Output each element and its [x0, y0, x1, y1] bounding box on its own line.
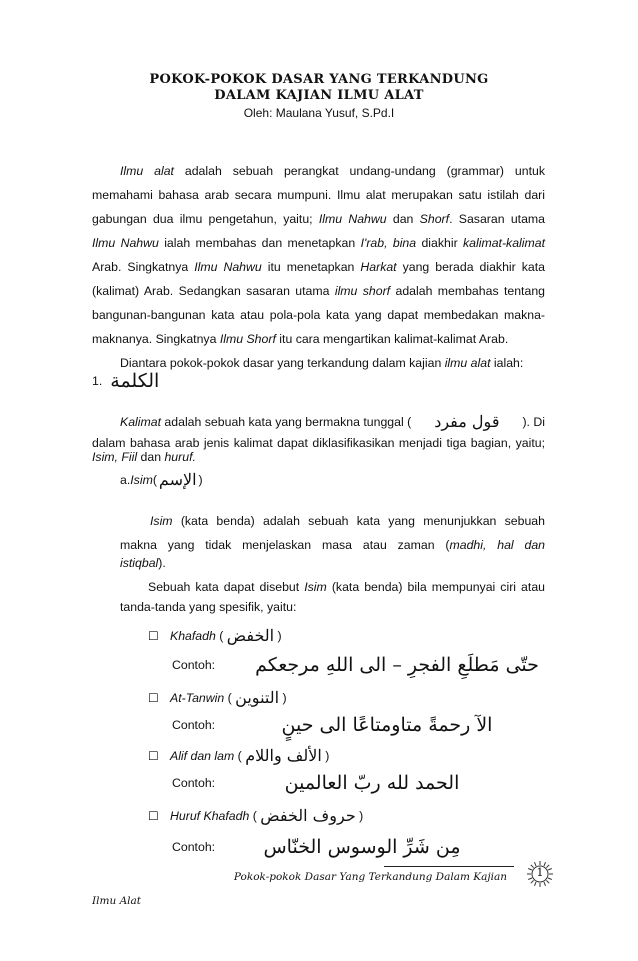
feature-tanwin: ☐ At-Tanwin ( التنوين ) [148, 688, 287, 707]
intro-line-9: Diantara pokok-pokok dasar yang terkandung dalam kajian ilmu alat ialah: [120, 356, 524, 370]
isim-heading: a. Isim ( الإسم ) [120, 470, 203, 489]
footer-running-title: Pokok-pokok Dasar Yang Terkandung Dalam Kajian [233, 871, 507, 883]
example-tanwin [172, 714, 532, 736]
author-line: Oleh: Maulana Yusuf, S.Pd.I [243, 106, 395, 120]
page-number-badge [526, 860, 554, 888]
document-title-line1: POKOK-POKOK DASAR YANG TERKANDUNG [149, 72, 489, 87]
intro-line-5: Arab. Singkatnya Ilmu Nahwu itu menetapkan Harkat yang berada diakhir kata [92, 260, 545, 274]
isim-line-1: Isim (kata benda) adalah sebuah kata yang menunjukkan sebuah [150, 514, 545, 528]
example-khafadh [172, 654, 552, 676]
example-arabic: الحمد لله ربّ العالمين [284, 772, 460, 794]
isim-line-5: tanda-tanda yang spesifik, yaitu: [120, 600, 297, 614]
feature-arabic: الألف واللام [245, 746, 322, 765]
example-huruf-khafadh [172, 836, 482, 858]
intro-line-3: gabungan dua ilmu pengetahun, yaitu; Ilmu Nahwu dan Shorf. Sasaran utama [92, 212, 545, 226]
footer-rule [384, 866, 514, 867]
feature-arabic: الخفض [226, 626, 275, 645]
intro-line-6: (kalimat) Arab. Sedangkan sasaran utama ilmu shorf adalah membahas tentang [92, 284, 545, 298]
arabic-al-ism: الإسم [158, 470, 197, 489]
checkbox-bullet-icon: ☐ [148, 808, 159, 823]
contoh-label: Contoh: [172, 776, 216, 790]
checkbox-bullet-icon: ☐ [148, 628, 159, 643]
page-number: 1 [536, 866, 544, 879]
isim-line-4: Sebuah kata dapat disebut Isim (kata benda) bila mempunyai ciri atau [148, 580, 545, 594]
document-title-line2: DALAM KAJIAN ILMU ALAT [214, 88, 424, 103]
section-number: 1. [92, 374, 103, 388]
section-1-heading [92, 368, 159, 394]
section-arabic-title: الكلمة [110, 370, 160, 392]
feature-alif-lam: ☐ Alif dan lam ( الألف واللام ) [148, 746, 330, 765]
contoh-label: Contoh: [172, 658, 216, 672]
example-arabic: حتّى مَطلَعِ الفجرِ – الى اللهِ مرجعكم [255, 654, 539, 676]
arabic-qaul-mufrad: قول مفرد [434, 412, 500, 431]
checkbox-bullet-icon: ☐ [148, 748, 159, 763]
isim-line-3: istiqbal). [120, 556, 166, 570]
footer-left-label: Ilmu Alat [92, 895, 141, 907]
feature-huruf-khafadh: ☐ Huruf Khafadh ( حروف الخفض ) [148, 806, 364, 825]
kalimat-line-2: dalam bahasa arab jenis kalimat dapat diklasifikasikan menjadi tiga bagian, yaitu; [92, 436, 545, 450]
intro-line-4: Ilmu Nahwu ialah membahas dan menetapkan I'rab, bina diakhir kalimat-kalimat [92, 236, 546, 250]
example-arabic: الآ رحمةً متاومتاعًا الى حينٍ [281, 714, 493, 736]
intro-line-1: Ilmu alat adalah sebuah perangkat undang-undang (grammar) untuk [120, 164, 545, 178]
example-alif-lam [172, 772, 502, 794]
kalimat-line-3: Isim, Fiil dan huruf. [92, 450, 196, 464]
isim-line-2: makna yang tidak menjelaskan masa atau zaman (madhi, hal dan [120, 538, 545, 552]
intro-line-2: memahami bahasa arab secara mumpuni. Ilmu alat merupakan satu istilah dari [92, 188, 545, 202]
intro-line-8: maknanya. Singkatnya Ilmu Shorf itu cara mengartikan kalimat-kalimat Arab. [92, 332, 509, 346]
feature-arabic: التنوين [235, 688, 280, 707]
kalimat-line-1: Kalimat adalah sebuah kata yang bermakna tunggal ( قول مفرد ). Di [120, 412, 545, 431]
intro-line-7: bangunan-bangunan kata atau pola-pola kata yang dapat membedakan makna- [92, 308, 545, 322]
example-arabic: مِن شَرِّ الوسوس الخنّاس [263, 836, 461, 858]
feature-khafadh: ☐ Khafadh ( الخفض ) [148, 626, 282, 645]
contoh-label: Contoh: [172, 840, 216, 854]
feature-arabic: حروف الخفض [260, 806, 356, 825]
contoh-label: Contoh: [172, 718, 216, 732]
checkbox-bullet-icon: ☐ [148, 690, 159, 705]
